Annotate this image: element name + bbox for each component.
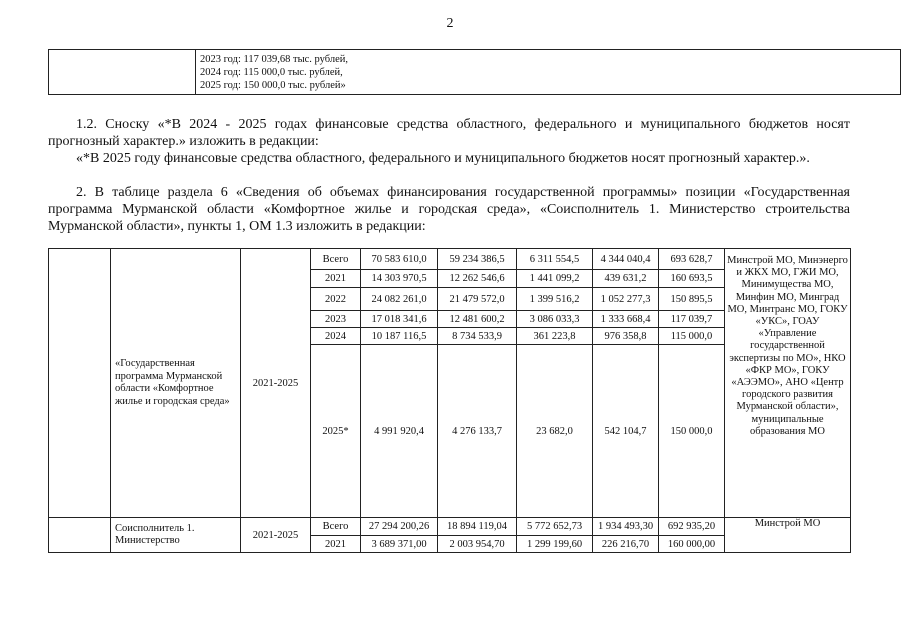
- value-cell: 1 441 099,2: [517, 270, 593, 288]
- value-cell: 18 894 119,04: [438, 518, 517, 536]
- value-cell: 1 333 668,4: [593, 311, 659, 328]
- empty-cell: [49, 50, 196, 95]
- value-cell: 160 693,5: [659, 270, 725, 288]
- table-row: [49, 249, 851, 270]
- value-cell: 1 934 493,30: [593, 518, 659, 536]
- program-period: 2021-2025: [241, 249, 311, 518]
- value-cell: 14 303 970,5: [361, 270, 438, 288]
- value-cell: 976 358,8: [593, 328, 659, 345]
- year-cell: 2023: [311, 311, 361, 328]
- year-cell: 2021: [311, 536, 361, 553]
- coexecutor-executors: Минстрой МО: [725, 518, 851, 553]
- value-cell: 361 223,8: [517, 328, 593, 345]
- value-cell: 23 682,0: [517, 345, 593, 518]
- value-cell: 12 262 546,6: [438, 270, 517, 288]
- value-cell: 693 628,7: [659, 249, 725, 270]
- funding-lines: [196, 50, 900, 92]
- value-cell: 3 086 033,3: [517, 311, 593, 328]
- value-cell: 6 311 554,5: [517, 249, 593, 270]
- value-cell: 1 399 516,2: [517, 288, 593, 311]
- year-cell: Всего: [311, 518, 361, 536]
- value-cell: 692 935,20: [659, 518, 725, 536]
- empty-cell: [49, 249, 111, 518]
- value-cell: 226 216,70: [593, 536, 659, 553]
- value-cell: 70 583 610,0: [361, 249, 438, 270]
- page-number: 2: [446, 16, 454, 31]
- value-cell: 2 003 954,70: [438, 536, 517, 553]
- table-row: [49, 518, 851, 536]
- paragraph-1-2: 1.2. Сноску «*В 2024 - 2025 годах финансовые средства областного, федерального и муниципального бюджетов носят прогнозный характер.» изложить в редакции:: [48, 117, 850, 149]
- paragraph-2: 2. В таблице раздела 6 «Сведения об объемах финансирования государственной программы» позиции «Государственная программа Мурманской области «Комфортное жилье и городская среда», «Соисполнитель 1. Министерство строительства Мурманской области», пункты 1, ОМ 1.3 изложить в редакции:: [48, 185, 850, 234]
- value-cell: 10 187 116,5: [361, 328, 438, 345]
- value-cell: 59 234 386,5: [438, 249, 517, 270]
- value-cell: 160 000,00: [659, 536, 725, 553]
- value-cell: 150 895,5: [659, 288, 725, 311]
- year-cell: 2024: [311, 328, 361, 345]
- value-cell: 542 104,7: [593, 345, 659, 518]
- empty-cell: [49, 518, 111, 553]
- value-cell: 439 631,2: [593, 270, 659, 288]
- previous-table-fragment: [48, 49, 901, 95]
- value-cell: 21 479 572,0: [438, 288, 517, 311]
- funding-line-2023: 2023 год: 117 039,68 тыс. рублей,: [200, 54, 348, 65]
- value-cell: 4 991 920,4: [361, 345, 438, 518]
- year-cell: 2025*: [311, 345, 361, 518]
- value-cell: 4 276 133,7: [438, 345, 517, 518]
- paragraph-footnote: «*В 2025 году финансовые средства областного, федерального и муниципального бюджетов носят прогнозный характер.».: [76, 151, 810, 166]
- value-cell: 17 018 341,6: [361, 311, 438, 328]
- value-cell: 24 082 261,0: [361, 288, 438, 311]
- value-cell: 1 299 199,60: [517, 536, 593, 553]
- coexecutor-name: Соисполнитель 1. Министерство: [111, 518, 241, 553]
- value-cell: 27 294 200,26: [361, 518, 438, 536]
- year-cell: 2021: [311, 270, 361, 288]
- value-cell: 4 344 040,4: [593, 249, 659, 270]
- funding-line-2024: 2024 год: 115 000,0 тыс. рублей,: [200, 67, 343, 78]
- value-cell: 150 000,0: [659, 345, 725, 518]
- program-executors: Минстрой МО, Минэнерго и ЖКХ МО, ГЖИ МО, Минимущества МО, Минфин МО, Минград МО, Минтранс МО, ГОКУ «УКС», ГОАУ «Управление государственной экспертизы по МО», НКО «ФКР МО», ГОКУ «АЭЭМО», АНО «Центр городского развития Мурманской области», муниципальные образования МО: [725, 249, 851, 518]
- coexecutor-period: 2021-2025: [241, 518, 311, 553]
- year-cell: 2022: [311, 288, 361, 311]
- financing-table: [48, 248, 851, 553]
- program-name: «Государственная программа Мурманской области «Комфортное жилье и городская среда»: [111, 249, 241, 518]
- value-cell: 115 000,0: [659, 328, 725, 345]
- value-cell: 5 772 652,73: [517, 518, 593, 536]
- funding-line-2025: 2025 год: 150 000,0 тыс. рублей»: [200, 80, 346, 91]
- value-cell: 3 689 371,00: [361, 536, 438, 553]
- value-cell: 8 734 533,9: [438, 328, 517, 345]
- value-cell: 1 052 277,3: [593, 288, 659, 311]
- value-cell: 12 481 600,2: [438, 311, 517, 328]
- value-cell: 117 039,7: [659, 311, 725, 328]
- year-cell: Всего: [311, 249, 361, 270]
